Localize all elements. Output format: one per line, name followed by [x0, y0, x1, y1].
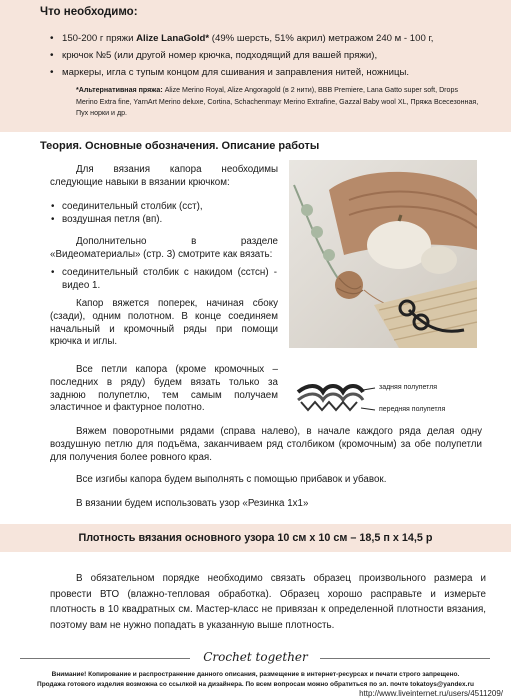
- theory-intro: Для вязания капора необходимы следующие навыки в вязании крючком:: [50, 164, 278, 188]
- theory-title: Теория. Основные обозначения. Описание работы: [40, 140, 320, 152]
- knitting-photo: [289, 160, 477, 348]
- material-item-hook: • крючок №5 (или другой номер крючка, подходящий для вашей пряжи),: [62, 49, 482, 62]
- video-item: • соединительный столбик с накидом (сстсн) - видео 1.: [62, 267, 277, 293]
- back-half-loop-label: задняя полупетля: [379, 384, 438, 391]
- material-item-yarn: • 150-200 г пряжи Alize LanaGold* (49% шерсть, 51% акрил) метражом 240 м - 100 г,: [62, 32, 482, 45]
- footer-notice-line-2: Продажа готового изделия возможна со ссылкой на дизайнера. По всем вопросам можно обратиться по эл. почте tokatoys@yandex.ru: [37, 681, 474, 688]
- half-loop-diagram: [293, 380, 493, 420]
- theory-paragraph-2: Все петли капора (кроме кромочных – последних в ряду) будем вязать только за заднюю полупетлю, тем самым получаем эластичное и фактурное полотно.: [50, 364, 278, 414]
- gauge-title: Плотность вязания основного узора 10 см х 10 см – 18,5 п х 14,5 р: [78, 532, 433, 544]
- materials-title: Что необходимо:: [40, 6, 138, 18]
- alternative-yarn-note: *Альтернативная пряжа: Alize Merino Royal, Alize Angoragold (в 2 нити), BBB Premiere, Lana Gatto super soft, Drops Merino Extra fine, YarnArt Merino deluxe, Cortina, Schachenmayr Merino Extrafine, Gazzal Baby wool XL, Пряжа Всесезонная, Пух норки и др.: [76, 86, 479, 117]
- footer-notice: [0, 670, 511, 690]
- theory-paragraph-4: Все изгибы капора будем выполнять с помощью прибавок и убавок.: [76, 474, 387, 485]
- video-list: [62, 267, 277, 293]
- front-half-loop-label: передняя полупетля: [379, 406, 446, 413]
- theory-paragraph-5: В вязании будем использовать узор «Резинка 1х1»: [76, 498, 309, 509]
- gauge-text: В обязательном порядке необходимо связать образец произвольного размера и провести ВТО (влажно-тепловая обработка). Образец хорошо расправьте и измерьте плотность в 10 квадратных см. Мастер-класс не привязан к определенной плотности вязания, поэтому вам не нужно попадать в указанную выше плотность.: [50, 573, 486, 631]
- skill-item: • воздушная петля (вп).: [62, 214, 282, 227]
- theory-paragraph-1: Капор вяжется поперек, начиная сбоку (сзади), одним полотном. В конце соединяем начальный и кромочный ряды при помощи крючка и иглы.: [50, 298, 278, 348]
- watermark-url: http://www.liveinternet.ru/users/4511209/: [359, 689, 503, 698]
- theory-additional: Дополнительно в разделе «Видеоматериалы» (стр. 3) смотрите как вязать:: [50, 236, 278, 260]
- material-item-tools: • маркеры, игла с тупым концом для сшивания и заправления нитей, ножницы.: [62, 66, 482, 79]
- skill-item: • соединительный столбик (сст),: [62, 201, 282, 214]
- theory-paragraph-3: Вяжем поворотными рядами (справа налево), в начале каждого ряда делая одну воздушную петлю для подъёма, заканчиваем ряд столбиком (кромочным) за обе полупетли для получения более ровного края.: [50, 426, 482, 463]
- skills-list: [62, 201, 282, 227]
- footer-notice-line-1: Внимание! Копирование и распространение данного описания, размещение в интернет-ресурсах и печати строго запрещено.: [51, 671, 460, 678]
- materials-list: [62, 32, 482, 83]
- footer-logo: Crochet together: [203, 650, 308, 664]
